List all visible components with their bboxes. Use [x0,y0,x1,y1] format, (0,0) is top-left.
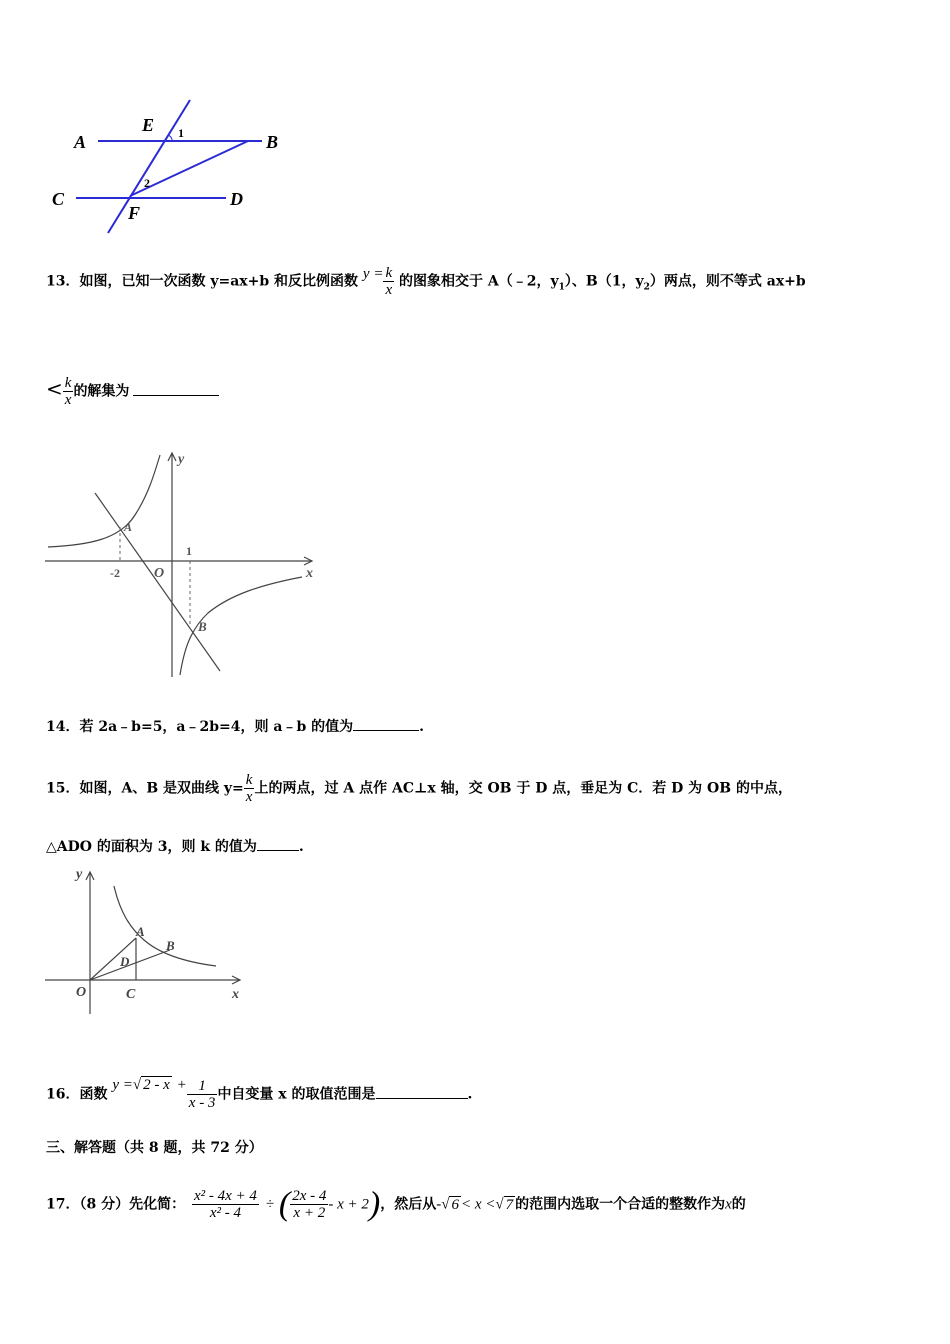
q13-answer-blank [133,381,219,396]
q17-text-b: ，然后从 [380,1196,437,1213]
q16-text-a: 16．函数 [46,1086,108,1103]
fig15-y-label: y [76,867,83,882]
q13-y-eq: y = [362,265,384,282]
question-17 [46,1185,746,1223]
fig15-d-label: D [120,954,130,969]
fig13-a-label: A [124,520,133,534]
question-15-line-2 [46,836,304,857]
q14-end: . [419,719,424,735]
q16-plus: + [176,1076,187,1093]
fig13-one-label: 1 [186,544,192,558]
q17-sqrt6-body: 6 [451,1196,459,1213]
q16-y-eq: y = [112,1076,133,1093]
label-b: B [266,132,279,152]
q14-answer-blank [353,716,419,731]
q15-frac-num: k [245,772,253,788]
fig13-origin-label: O [154,566,165,581]
question-16 [46,1078,472,1111]
q16-end: . [467,1086,473,1103]
fig15-origin-label: O [76,985,87,1000]
fig13-b-label: B [198,619,207,634]
q13-lt: < [46,376,63,401]
q17-text-a: 17．（8 分）先化简： [46,1196,186,1213]
q17-text-d: 的 [731,1196,746,1213]
q16-fraction [187,1078,218,1111]
label-angle-2: 2 [144,176,150,190]
q13-sub-1: 1 [558,282,565,293]
q16-sqrt-body: 2 - x [143,1076,170,1093]
q15-answer-blank [257,836,299,851]
section-3-title: 三、解答题（共 8 题，共 72 分） [46,1140,263,1156]
fig15-x-label: x [232,987,239,1002]
q13-text-e: 的解集为 [73,383,130,400]
fig13-y-label: y [178,452,185,467]
q17-div: ÷ [265,1196,275,1213]
q13-frac2-den: x [64,392,72,408]
q17-sqrt6: √ 6 [441,1196,459,1213]
q13-text-b: 的图象相交于 A（﹣2，y [399,273,559,290]
q17-fraction-1 [192,1188,259,1221]
q16-sqrt: √ 2 - x [132,1076,170,1093]
q17-sqrt7: √ 7 [495,1196,514,1213]
q13-fraction-2 [63,375,74,408]
fig15-c-label: C [126,987,136,1002]
q17-frac2-num: 2x - 4 [292,1188,327,1204]
fig13-x-label: x [306,566,313,581]
q15-fraction [244,772,255,805]
q17-frac1-num: x² - 4x + 4 [193,1188,257,1204]
fig15-b-label: B [166,938,175,953]
label-e: E [142,115,155,135]
q13-number: 13． [46,273,80,290]
label-a: A [74,132,87,152]
q17-fraction-2 [290,1188,328,1221]
label-c: C [52,189,65,209]
q15-line-2: △ADO 的面积为 3，则 k 的值为 [46,839,257,855]
question-15-line-1 [46,772,792,805]
q15-text-a: 15．如图，A、B 是双曲线 y= [46,780,244,797]
fig15-a-label: A [136,924,145,939]
label-angle-1: 1 [178,126,184,140]
q16-frac-num: 1 [198,1078,206,1094]
hyperbola-line-figure [40,445,330,685]
q17-sqrt7-body: 7 [505,1196,514,1213]
question-14 [46,716,424,737]
q15-text-b: 上的两点，过 A 点作 AC⊥x 轴，交 OB 于 D 点，垂足为 C．若 D 为 OB 的中点， [254,780,792,797]
label-d: D [230,189,243,209]
q13-frac-den: x [385,282,393,298]
q13-sub-2: 2 [643,282,650,293]
q13-text-d: ）两点，则不等式 ax+b [649,273,806,290]
triangle-hyperbola-figure [40,862,250,1022]
question-13-line-2 [46,375,219,408]
q17-lt: < x < [460,1196,496,1213]
q13-frac2-num: k [64,375,72,391]
linear-function [95,493,220,671]
q13-fraction [383,265,394,298]
parallel-lines-figure [40,95,300,240]
fig13-neg2-label: -2 [110,566,120,580]
q17-frac2-den: x + 2 [290,1204,328,1221]
label-f: F [128,203,141,223]
q14-text: 14．若 2a﹣b=5，a﹣2b=4，则 a﹣b 的值为 [46,719,354,735]
q13-frac-num: k [385,265,393,281]
hyperbola-left-branch [48,455,160,547]
q17-right-paren: ) [368,1185,381,1223]
q17-xvar: x [725,1196,732,1213]
segment-ob [90,950,170,980]
q17-frac1-den: x² - 4 [192,1204,259,1221]
q13-text-c: ）、B（1，y [564,273,644,290]
q17-left-paren: ( [278,1185,291,1223]
q17-range-a: - [436,1196,442,1213]
q13-text-a: 如图，已知一次函数 y=ax+b 和反比例函数 [79,273,359,290]
q16-frac-den: x - 3 [188,1095,216,1111]
q16-text-b: 中自变量 x 的取值范围是 [217,1086,376,1103]
q16-answer-blank [376,1084,468,1099]
q15-frac-den: x [245,789,253,805]
q17-text-c: 的范围内选取一个合适的整数作为 [515,1196,726,1213]
question-13-line-1 [46,265,806,298]
q15-end: . [298,839,304,855]
q17-minus-part: - x + 2 [328,1196,369,1213]
